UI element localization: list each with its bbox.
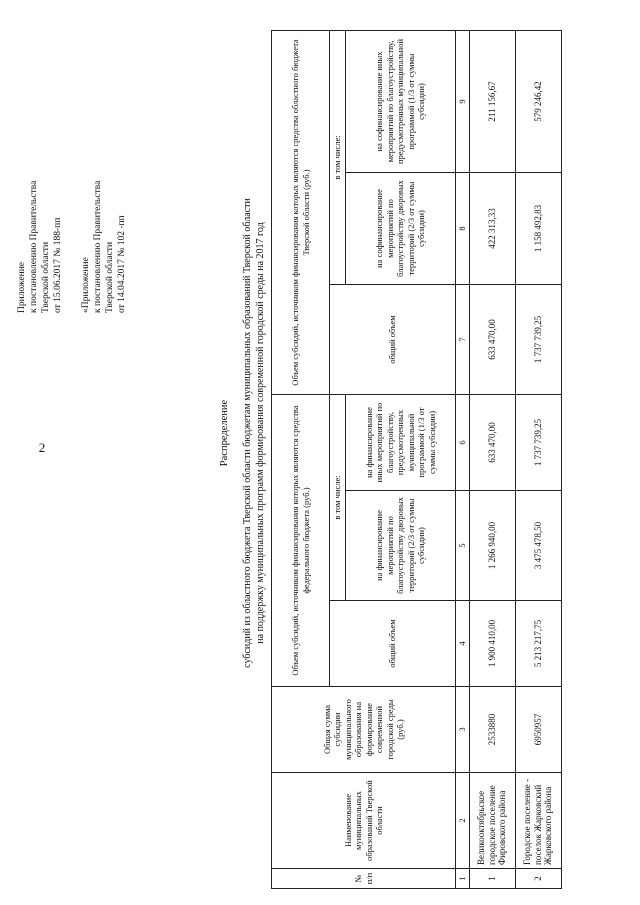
row-regional-other: 211 156,67 — [469, 31, 515, 173]
header-regional-other: на софинансирование иных мероприятий по благоустройству, предусмотренных муниципальной программой (1/3 от суммы субсидии) — [346, 31, 456, 173]
row-federal-total: 5 213 217,75 — [515, 601, 561, 687]
header-including: в том числе: — [330, 31, 346, 285]
header-total-volume: общий объем — [330, 601, 456, 687]
column-index: 9 — [456, 31, 470, 173]
header-total-volume: общий объем — [330, 285, 456, 395]
row-regional-yards: 1 158 492,83 — [515, 173, 561, 285]
header-regional: Объем субсидий, источником финансирования которых являются средства областного бюджета Тверской области (руб.) — [272, 31, 330, 395]
row-federal-yards: 3 475 478,50 — [515, 491, 561, 601]
approval-line: к постановлению Правительства — [29, 180, 39, 313]
header-no: № п/п — [272, 869, 456, 889]
header-total-sum: Общая сумма субсидии муниципального образования на формирование современной городской среды (руб.) — [272, 687, 456, 773]
column-index: 6 — [456, 395, 470, 491]
subsidy-table — [271, 30, 562, 889]
approval-line: Тверской области — [41, 241, 51, 313]
approval-line: «Приложение — [81, 257, 91, 313]
page-number: 2 — [38, 440, 46, 455]
column-index: 2 — [456, 773, 470, 869]
approval-line: Тверской области — [105, 241, 115, 313]
row-federal-yards: 1 266 940,00 — [469, 491, 515, 601]
row-federal-total: 1 900 410,00 — [469, 601, 515, 687]
header-federal-other: на финансирование иных мероприятий по благоустройству, предусмотренных муниципальной программой (1/3 от суммы субсидии) — [346, 395, 456, 491]
approval-stamp — [16, 181, 128, 313]
header-including: в том числе: — [330, 395, 346, 601]
row-regional-total: 633 470,00 — [469, 285, 515, 395]
approval-line: от 14.04.2017 № 102 -пп — [117, 215, 127, 313]
approval-line: Приложение — [17, 262, 27, 313]
title-main: Распределение — [219, 399, 230, 467]
header-regional-yards: на софинансирование мероприятий по благоустройству дворовых территорий (2/3 от суммы субсидии) — [346, 173, 456, 285]
title-line: субсидий из областного бюджета Тверской области бюджетам муниципальных образований Тверской области — [242, 198, 253, 668]
title-line: на поддержку муниципальных программ формирования современной городской среды на 2017 год — [255, 222, 266, 644]
header-federal: Объем субсидий, источником финансирования которых являются средства федерального бюджета (руб.) — [272, 395, 330, 687]
row-total-sum: 2533880 — [469, 687, 515, 773]
row-total-sum: 6950957 — [515, 687, 561, 773]
column-index: 1 — [456, 869, 470, 889]
row-regional-yards: 422 313,33 — [469, 173, 515, 285]
row-regional-total: 1 737 739,25 — [515, 285, 561, 395]
document-title — [218, 93, 267, 773]
header-name: Наименование муниципальных образований Тверской области — [272, 773, 456, 869]
row-regional-other: 579 246,42 — [515, 31, 561, 173]
approval-line: от 15.06.2017 № 188-пп — [53, 217, 63, 313]
row-federal-other: 633 470,00 — [469, 395, 515, 491]
table-row — [515, 31, 561, 889]
header-federal-yards: на финансирование мероприятий по благоустройству дворовых территорий (2/3 от суммы субсидии) — [346, 491, 456, 601]
column-index: 3 — [456, 687, 470, 773]
row-no: 2 — [515, 869, 561, 889]
rotated-document-page — [8, 13, 628, 893]
approval-line: к постановлению Правительства — [93, 180, 103, 313]
row-no: 1 — [469, 869, 515, 889]
row-municipality: Великооктябрьское городское поселение Фировского района — [469, 773, 515, 869]
row-municipality: Городское поселение - поселок Жарковский Жарковского района — [515, 773, 561, 869]
table-row — [469, 31, 515, 889]
column-index: 4 — [456, 601, 470, 687]
column-index: 5 — [456, 491, 470, 601]
row-federal-other: 1 737 739,25 — [515, 395, 561, 491]
column-index: 8 — [456, 173, 470, 285]
column-index: 7 — [456, 285, 470, 395]
